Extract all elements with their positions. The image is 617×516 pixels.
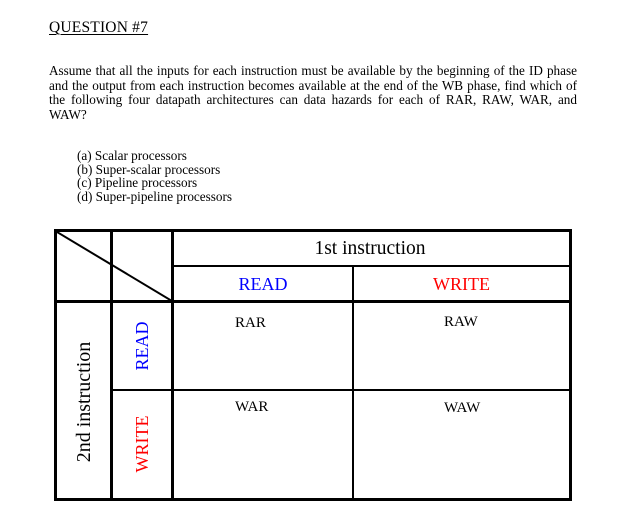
row-header-write: WRITE bbox=[132, 415, 152, 473]
row-header-read: READ bbox=[132, 321, 152, 371]
option-d: (d) Super-pipeline processors bbox=[77, 188, 233, 204]
col-header-write: WRITE bbox=[433, 274, 490, 294]
question-heading: QUESTION #7 bbox=[49, 19, 149, 36]
option-c: (c) Pipeline processors bbox=[77, 175, 198, 191]
cell-war: WAR bbox=[235, 399, 269, 415]
cell-raw: RAW bbox=[444, 314, 478, 330]
second-instruction-header: 2nd instruction bbox=[73, 341, 95, 463]
divider-header-top bbox=[171, 265, 569, 267]
col-header-read: READ bbox=[238, 274, 288, 294]
option-list bbox=[77, 149, 232, 203]
divider-row-mid bbox=[110, 389, 569, 391]
first-instruction-header: 1st instruction bbox=[314, 238, 426, 259]
option-b: (b) Super-scalar processors bbox=[77, 161, 221, 177]
cell-waw: WAW bbox=[444, 400, 481, 416]
hazard-table bbox=[54, 229, 572, 501]
cell-rar: RAR bbox=[235, 315, 266, 331]
question-text: Assume that all the inputs for each instruction must be available by the beginning of the ID phase and the output from each instruction becomes available at the end of the WB phase, find which of the following four datapath architectures can data hazards for each of RAR, RAW, WAR, and WAW? bbox=[49, 63, 577, 122]
corner-diagonal bbox=[57, 232, 172, 302]
option-a: (a) Scalar processors bbox=[77, 148, 187, 163]
